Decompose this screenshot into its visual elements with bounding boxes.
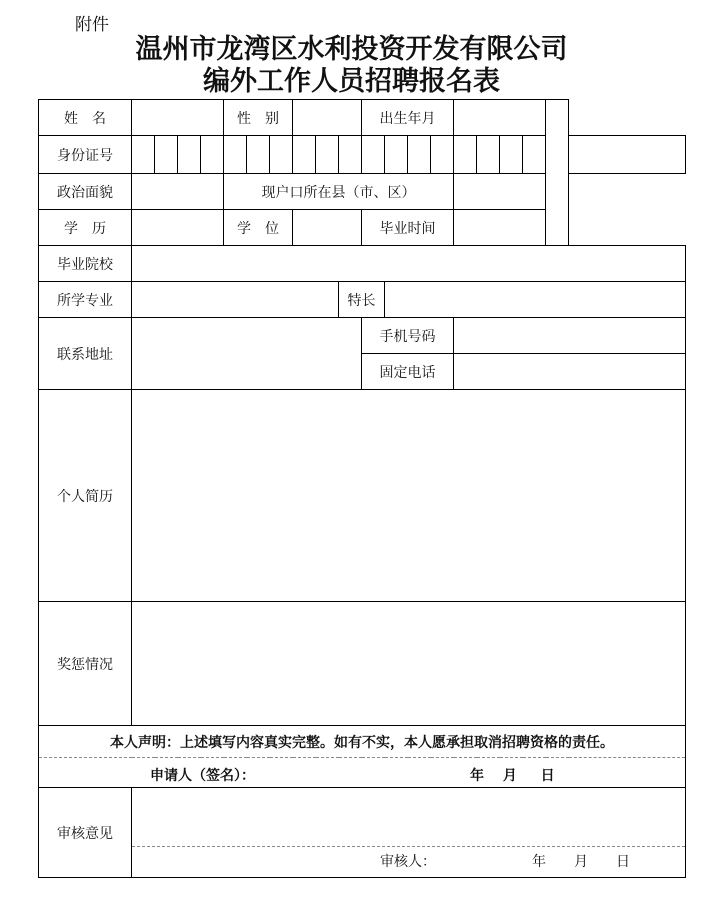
id-digit-box[interactable] [431,136,454,174]
gender-label: 性 别 [224,100,293,136]
major-label: 所学专业 [39,282,132,318]
photo-box[interactable] [546,100,569,246]
review-field[interactable] [132,788,686,878]
landline-field[interactable] [454,354,686,390]
education-field[interactable] [132,210,224,246]
name-field[interactable] [132,100,224,136]
education-label: 学 历 [39,210,132,246]
id-digit-box[interactable] [132,136,155,174]
id-digit-box[interactable] [201,136,224,174]
birth-label: 出生年月 [362,100,454,136]
id-digit-box[interactable] [293,136,316,174]
school-label: 毕业院校 [39,246,132,282]
form-title-line1: 温州市龙湾区水利投资开发有限公司 [135,34,568,65]
specialty-label: 特长 [339,282,385,318]
graduation-time-label: 毕业时间 [362,210,454,246]
political-status-label: 政治面貌 [39,174,132,210]
degree-field[interactable] [293,210,362,246]
applicant-sign-date: 年 月 日 [470,767,555,784]
graduation-time-field[interactable] [454,210,546,246]
attachment-label: 附件 [75,15,109,35]
mobile-label: 手机号码 [362,318,454,354]
applicant-sign-label: 申请人（签名）： [150,767,255,784]
school-field[interactable] [132,246,686,282]
resume-label: 个人简历 [39,390,132,602]
id-digit-box[interactable] [569,136,686,174]
resume-field[interactable] [132,390,686,602]
hukou-label: 现户口所在县（市、区） [224,174,454,210]
landline-label: 固定电话 [362,354,454,390]
id-digit-box[interactable] [477,136,500,174]
form-title-line2: 编外工作人员招聘报名表 [203,66,500,97]
political-status-field[interactable] [132,174,224,210]
id-digit-box[interactable] [247,136,270,174]
specialty-field[interactable] [385,282,686,318]
address-label: 联系地址 [39,318,132,390]
review-divider [132,846,685,847]
registration-form-table [38,99,686,878]
rewards-field[interactable] [132,602,686,726]
id-digit-box[interactable] [385,136,408,174]
id-digit-box[interactable] [155,136,178,174]
declaration-text: 本人声明：上述填写内容真实完整。如有不实，本人愿承担取消招聘资格的责任。 [39,726,686,758]
birth-field[interactable] [454,100,546,136]
degree-label: 学 位 [224,210,293,246]
name-label: 姓 名 [39,100,132,136]
gender-field[interactable] [293,100,362,136]
hukou-field[interactable] [454,174,546,210]
review-date: 年 月 日 [532,853,630,870]
id-digit-box[interactable] [500,136,523,174]
id-digit-box[interactable] [224,136,247,174]
id-digit-box[interactable] [408,136,431,174]
mobile-field[interactable] [454,318,686,354]
major-field[interactable] [132,282,339,318]
id-digit-box[interactable] [454,136,477,174]
id-digit-box[interactable] [178,136,201,174]
id-digit-box[interactable] [523,136,546,174]
applicant-sign-row[interactable] [39,758,686,788]
id-digit-box[interactable] [339,136,362,174]
address-field[interactable] [132,318,362,390]
review-label: 审核意见 [39,788,132,878]
id-number-label: 身份证号 [39,136,132,174]
id-digit-box[interactable] [316,136,339,174]
rewards-label: 奖惩情况 [39,602,132,726]
reviewer-label: 审核人： [380,853,436,870]
id-digit-box[interactable] [270,136,293,174]
id-digit-box[interactable] [362,136,385,174]
